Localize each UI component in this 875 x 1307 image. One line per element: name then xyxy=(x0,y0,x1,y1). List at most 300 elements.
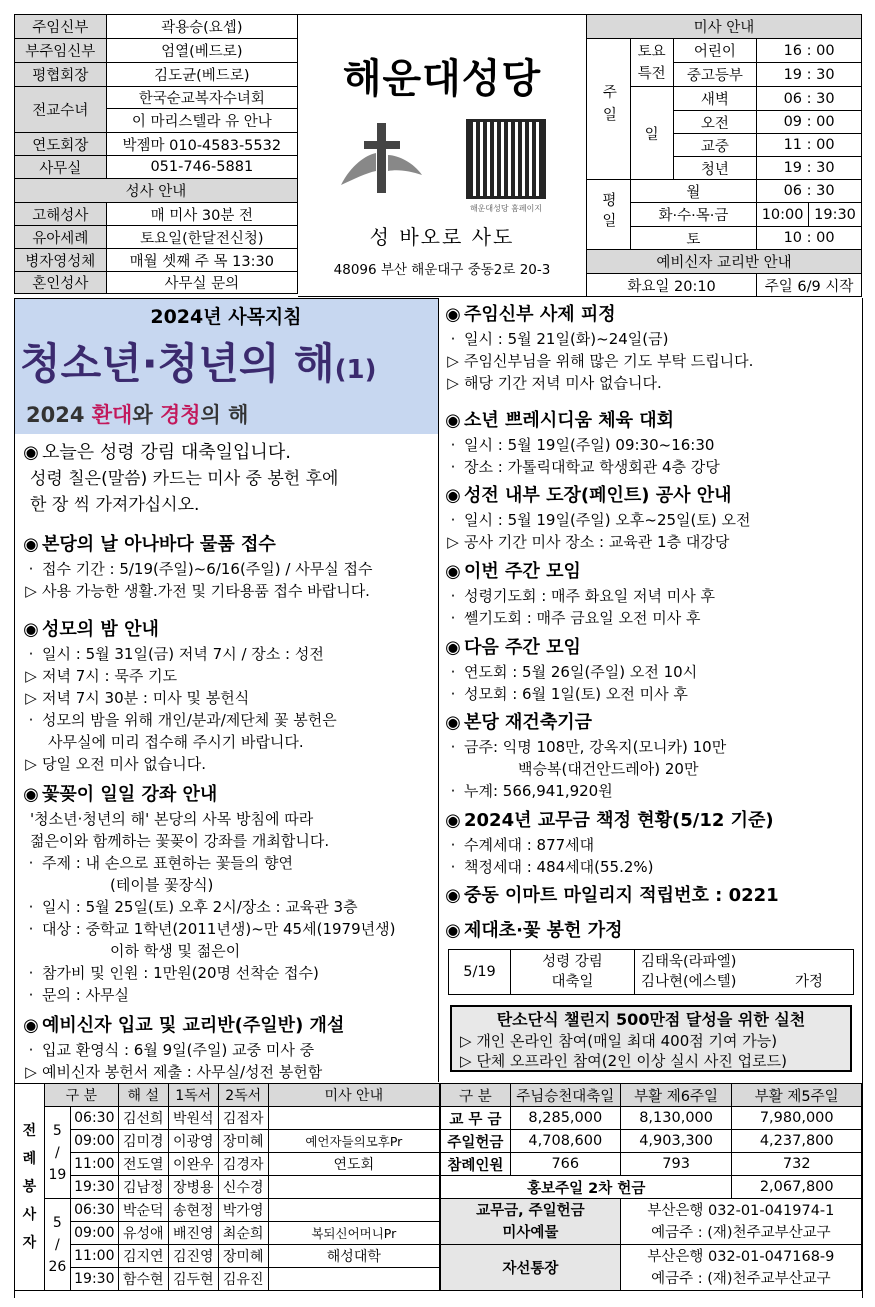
service-cell: 19:30 xyxy=(70,1268,118,1291)
sacrament-value: 토요일(한달전신청) xyxy=(106,226,297,249)
banner-sub-post: 의 해 xyxy=(200,403,249,427)
notice-title xyxy=(442,918,860,944)
notice-title-text: 이번 주간 모임 xyxy=(464,561,581,582)
notice-line: 공사 기간 미사 장소 : 교육관 1층 대강당 xyxy=(464,533,730,551)
finance-label: 교 무 금 xyxy=(441,1107,511,1130)
bullet-icon: ◉ xyxy=(23,619,39,640)
notice-title-text: 성모의 밤 안내 xyxy=(42,619,159,640)
mass-time: 06 : 30 xyxy=(757,87,862,111)
dot-icon: · xyxy=(450,685,456,703)
service-table xyxy=(14,1083,440,1291)
notice-title xyxy=(20,532,436,558)
weekday-time: 19:30 xyxy=(809,203,862,227)
bullet-icon: ◉ xyxy=(23,442,39,463)
date-part: 5 xyxy=(52,1122,62,1139)
occasion-line: 대축일 xyxy=(551,974,594,990)
service-cell: 김경자 xyxy=(218,1153,268,1176)
bank2-label: 자선통장 xyxy=(441,1245,621,1291)
sunday-label xyxy=(587,39,631,180)
notice-line: 일시 : 5월 19일(주일) 오후~25일(토) 오전 xyxy=(464,511,751,529)
banner-sub-a: 환대 xyxy=(91,403,133,427)
service-cell: 유성애 xyxy=(118,1222,168,1245)
finance-cell: 4,903,300 xyxy=(620,1130,732,1153)
triangle-icon: ▷ xyxy=(460,1052,477,1070)
sacrament-value: 매 미사 30분 전 xyxy=(106,203,297,226)
notice-title xyxy=(442,483,860,509)
info-label: 주임신부 xyxy=(15,15,107,39)
offering-occasion xyxy=(511,950,635,995)
column-divider xyxy=(438,298,439,1082)
weekday-time: 10 : 00 xyxy=(757,227,862,250)
bank-account-number: 부산은행 032-01-047168-9 xyxy=(647,1248,835,1265)
bank-account-owner: 예금주 : (재)천주교부산교구 xyxy=(651,1224,831,1241)
sat-label xyxy=(630,39,673,87)
catechumen-title: 예비신자 교리반 안내 xyxy=(587,250,862,274)
carbon-challenge-box xyxy=(450,1005,852,1072)
notice-line: 저녁 7시 : 묵주 기도 xyxy=(42,667,178,685)
mass-time: 19 : 30 xyxy=(757,157,862,180)
notice-title-text: 다음 주간 모임 xyxy=(464,637,581,658)
sun-label: 일 xyxy=(630,87,673,180)
dot-icon: · xyxy=(450,782,456,800)
date-part: 26 xyxy=(48,1258,67,1275)
carbon-line: 개인 온라인 참여(매일 최대 400점 기여 가능) xyxy=(476,1032,778,1050)
service-cell: 김선희 xyxy=(118,1107,168,1130)
mass-day: 교중 xyxy=(673,134,757,157)
bullet-icon: ◉ xyxy=(445,304,461,325)
mass-day: 새벽 xyxy=(673,87,757,111)
bullet-icon: ◉ xyxy=(23,784,39,805)
date-part: 19 xyxy=(48,1166,67,1183)
info-table xyxy=(14,14,298,294)
notice-line: 입교 환영식 : 6월 9일(주일) 교중 미사 중 xyxy=(42,1041,315,1059)
service-cell: 김유진 xyxy=(218,1268,268,1291)
finance-label: 참례인원 xyxy=(441,1153,511,1176)
triangle-icon: ▷ xyxy=(447,374,459,392)
qr-code[interactable] xyxy=(466,119,546,199)
triangle-icon: ▷ xyxy=(25,582,37,600)
triangle-icon: ▷ xyxy=(25,667,37,685)
catechumen-left: 화요일 20:10 xyxy=(587,274,757,297)
notice-title xyxy=(442,559,860,585)
service-cell: 송현정 xyxy=(168,1199,218,1222)
sacrament-label: 병자영성체 xyxy=(15,249,107,272)
banner-sub-b: 경청 xyxy=(159,403,201,427)
notice-line: 참가비 및 인원 : 1만원(20명 선착순 접수) xyxy=(42,964,319,982)
bullet-icon: ◉ xyxy=(445,485,461,506)
notice-line: 당일 오전 미사 없습니다. xyxy=(42,755,206,773)
notice-altar-flowers xyxy=(442,918,860,944)
notice-this-week xyxy=(442,559,860,629)
info-label: 사무실 xyxy=(15,156,107,179)
bullet-icon: ◉ xyxy=(445,712,461,733)
service-cell: 연도회 xyxy=(268,1153,439,1176)
notice-line: 금주: 익명 108만, 강옥지(모니카) 10만 xyxy=(464,738,727,756)
dot-icon: · xyxy=(450,330,456,348)
service-date xyxy=(44,1107,70,1199)
notice-line: 백승복(대건안드레아) 20만 xyxy=(518,760,699,778)
bank-account-number: 부산은행 032-01-041974-1 xyxy=(647,1202,835,1219)
info-value: 한국순교복자수녀회 xyxy=(106,87,297,109)
family-name: 김태욱(라파엘) xyxy=(641,954,737,970)
triangle-icon: ▷ xyxy=(25,755,37,773)
service-cell: 11:00 xyxy=(70,1245,118,1268)
sat-label-text: 토요특전 xyxy=(637,43,666,82)
banner-main xyxy=(20,331,376,391)
service-cell: 09:00 xyxy=(70,1130,118,1153)
bullet-icon: ◉ xyxy=(445,561,461,582)
finance-cell: 4,237,800 xyxy=(732,1130,862,1153)
notice-title-text: 제대초·꽃 봉헌 가정 xyxy=(464,920,623,941)
info-value: 엄열(베드로) xyxy=(106,39,297,63)
sacrament-value: 매월 셋째 주 목 13:30 xyxy=(106,249,297,272)
service-cell: 신수경 xyxy=(218,1176,268,1199)
service-cell: 김점자 xyxy=(218,1107,268,1130)
service-header: 구 분 xyxy=(44,1084,118,1107)
notice-line: 사용 가능한 생활.가전 및 기타용품 접수 바랍니다. xyxy=(42,582,370,600)
notice-line: 예비신자 봉헌서 제출 : 사무실/성전 봉헌함 xyxy=(42,1063,323,1081)
notice-rebuild-fund xyxy=(442,710,860,802)
dot-icon: · xyxy=(28,854,34,872)
side-char: 자 xyxy=(22,1235,37,1251)
sacrament-label: 혼인성사 xyxy=(15,272,107,294)
notice-line: 일시 : 5월 21일(화)~24일(금) xyxy=(464,330,669,348)
notice-title xyxy=(442,883,860,909)
service-cell: 19:30 xyxy=(70,1176,118,1199)
service-cell: 장병용 xyxy=(168,1176,218,1199)
notice-line: 주임신부님을 위해 많은 기도 부탁 드립니다. xyxy=(464,352,754,370)
sacrament-label: 고해성사 xyxy=(15,203,107,226)
bullet-icon: ◉ xyxy=(23,1015,39,1036)
notice-painting xyxy=(442,483,860,553)
service-cell: 해성대학 xyxy=(268,1245,439,1268)
notice-title-text: 중동 이마트 마일리지 적립번호 : 0221 xyxy=(464,885,779,906)
notice-title xyxy=(20,617,436,643)
notice-title-text: 오늘은 성령 강림 대축일입니다. xyxy=(42,442,291,463)
occasion-line: 성령 강림 xyxy=(542,954,603,970)
finance-header: 주님승천대축일 xyxy=(510,1084,620,1107)
service-cell: 06:30 xyxy=(70,1107,118,1130)
service-cell: 예언자들의모후Pr xyxy=(268,1130,439,1153)
bank-account-owner: 예금주 : (재)천주교부산교구 xyxy=(651,1270,831,1287)
notice-title-text: 주임신부 사제 피정 xyxy=(464,304,616,325)
family-name: 김나현(에스텔) xyxy=(641,974,737,990)
sacrament-title: 성사 안내 xyxy=(15,179,298,203)
notice-title xyxy=(20,1013,436,1039)
triangle-icon: ▷ xyxy=(447,352,459,370)
date-part: 5 xyxy=(52,1214,62,1231)
info-label: 전교수녀 xyxy=(15,87,107,133)
info-value: 곽용승(요셉) xyxy=(106,15,297,39)
notice-line: 해당 기간 저녁 미사 없습니다. xyxy=(464,374,662,392)
service-header: 해 설 xyxy=(118,1084,168,1107)
sacrament-label: 유아세례 xyxy=(15,226,107,249)
service-cell: 김진영 xyxy=(168,1245,218,1268)
service-cell xyxy=(268,1176,439,1199)
notice-line: 젊은이와 함께하는 꽃꽂이 강좌를 개최합니다. xyxy=(30,832,330,850)
banner-sub-mid: 와 xyxy=(132,403,160,427)
special-offering-value: 2,067,800 xyxy=(732,1176,862,1199)
service-cell: 전도열 xyxy=(118,1153,168,1176)
notice-line: 성령 칠은(말씀) 카드는 미사 중 봉헌 후에 xyxy=(30,469,339,489)
notice-line: 쎌기도회 : 매주 금요일 오전 미사 후 xyxy=(464,609,701,627)
notice-pentecost xyxy=(20,440,436,518)
notice-line: 일시 : 5월 19일(주일) 09:30~16:30 xyxy=(464,436,715,454)
info-value: 이 마리스텔라 유 안나 xyxy=(106,109,297,133)
notice-line: 성모의 밤을 위해 개인/분과/제단체 꽃 봉헌은 xyxy=(42,711,337,729)
sacrament-value: 사무실 문의 xyxy=(106,272,297,294)
notice-title xyxy=(442,408,860,434)
notice-line: 저녁 7시 30분 : 미사 및 봉헌식 xyxy=(42,689,250,707)
info-label: 평협회장 xyxy=(15,63,107,87)
carbon-line-1 xyxy=(460,1031,842,1051)
finance-cell: 8,285,000 xyxy=(510,1107,620,1130)
notice-title xyxy=(20,440,436,466)
notice-line: 누계: 566,941,920원 xyxy=(464,782,613,800)
side-char: 봉 xyxy=(22,1179,37,1195)
bank-label-line: 교무금, 주일헌금 xyxy=(476,1202,585,1219)
bullet-icon: ◉ xyxy=(445,885,461,906)
notice-line: 이하 학생 및 젊은이 xyxy=(110,942,241,960)
notice-line: 문의 : 사무실 xyxy=(42,986,130,1004)
family-suffix: 가정 xyxy=(794,974,823,990)
weekday-day: 화·수·목·금 xyxy=(630,203,756,227)
notice-flower-class xyxy=(20,782,436,1006)
parish-title: 해운대성당 xyxy=(342,56,542,102)
notice-mary-night xyxy=(20,617,436,775)
dot-icon: · xyxy=(28,964,34,982)
finance-cell: 8,130,000 xyxy=(620,1107,732,1130)
notice-title-text: 소년 쁘레시디움 체육 대회 xyxy=(464,410,675,431)
finance-table xyxy=(440,1083,862,1291)
dot-icon: · xyxy=(28,560,34,578)
catechumen-right: 주일 6/9 시작 xyxy=(757,274,862,297)
altar-flower-table xyxy=(448,949,854,995)
service-cell: 06:30 xyxy=(70,1199,118,1222)
service-cell: 장미혜 xyxy=(218,1130,268,1153)
service-cell: 복되신어머니Pr xyxy=(268,1222,439,1245)
banner-main-text: 청소년·청년의 해 xyxy=(20,339,335,388)
weekday-day: 월 xyxy=(630,180,756,203)
finance-header: 부활 제6주일 xyxy=(620,1084,732,1107)
finance-header: 부활 제5주일 xyxy=(732,1084,862,1107)
triangle-icon: ▷ xyxy=(460,1032,477,1050)
notice-line: 장소 : 가톨릭대학교 학생회관 4층 강당 xyxy=(464,458,720,476)
finance-cell: 7,980,000 xyxy=(732,1107,862,1130)
banner-top: 2024년 사목지침 xyxy=(150,306,302,328)
side-char: 전 xyxy=(22,1123,37,1139)
service-cell: 장미혜 xyxy=(218,1245,268,1268)
notice-anabada xyxy=(20,532,436,602)
notice-title xyxy=(442,302,860,328)
carbon-line-2 xyxy=(460,1051,842,1071)
service-cell: 박원석 xyxy=(168,1107,218,1130)
mass-table xyxy=(586,14,862,297)
banner-sub xyxy=(26,399,248,429)
church-logo xyxy=(336,115,426,205)
offering-family xyxy=(635,950,854,995)
dot-icon: · xyxy=(450,511,456,529)
service-header: 2독서 xyxy=(218,1084,268,1107)
service-cell xyxy=(268,1268,439,1291)
dot-icon: · xyxy=(450,858,456,876)
side-char: 사 xyxy=(22,1207,37,1223)
notice-title-text: 꽃꽂이 일일 강좌 안내 xyxy=(42,784,218,805)
banner-num: (1) xyxy=(334,355,377,385)
mass-time: 11 : 00 xyxy=(757,134,862,157)
right-border xyxy=(862,298,863,1298)
mass-time: 19 : 30 xyxy=(757,63,862,87)
dot-icon: · xyxy=(450,738,456,756)
service-cell: 함수현 xyxy=(118,1268,168,1291)
service-cell: 09:00 xyxy=(70,1222,118,1245)
info-value: 김도균(베드로) xyxy=(106,63,297,87)
notice-title xyxy=(442,808,860,834)
notice-title-text: 예비신자 입교 및 교리반(주일반) 개설 xyxy=(42,1015,345,1036)
info-value: 051-746-5881 xyxy=(106,156,297,179)
notice-line: 성모회 : 6월 1일(토) 오전 미사 후 xyxy=(464,685,688,703)
dot-icon: · xyxy=(28,986,34,1004)
service-cell: 김남정 xyxy=(118,1176,168,1199)
service-date xyxy=(44,1199,70,1291)
bullet-icon: ◉ xyxy=(445,637,461,658)
info-label: 부주임신부 xyxy=(15,39,107,63)
dot-icon: · xyxy=(450,436,456,454)
service-side-label xyxy=(15,1084,45,1291)
carbon-title: 탄소단식 챌린지 500만점 달성을 위한 실천 xyxy=(496,1010,806,1029)
service-header: 미사 안내 xyxy=(268,1084,439,1107)
dot-icon: · xyxy=(28,898,34,916)
finance-cell: 766 xyxy=(510,1153,620,1176)
pastoral-banner xyxy=(14,298,438,434)
bullet-icon: ◉ xyxy=(23,534,39,555)
finance-cell: 4,708,600 xyxy=(510,1130,620,1153)
weekday-time: 10:00 xyxy=(757,203,809,227)
mass-day: 오전 xyxy=(673,111,757,134)
notice-line: 수계세대 : 877세대 xyxy=(464,836,595,854)
parish-address: 48096 부산 해운대구 중동2로 20-3 xyxy=(333,262,551,278)
header-center xyxy=(298,14,586,297)
triangle-icon: ▷ xyxy=(25,689,37,707)
triangle-icon: ▷ xyxy=(447,533,459,551)
dot-icon: · xyxy=(28,711,34,729)
carbon-line: 단체 오프라인 참여(2인 이상 실시 사진 업로드) xyxy=(476,1052,787,1070)
notice-tithe-status xyxy=(442,808,860,878)
date-part: / xyxy=(54,1236,60,1253)
bank1-account xyxy=(620,1199,861,1245)
mass-day: 어린이 xyxy=(673,39,757,63)
notice-line: 대상 : 중학교 1학년(2011년생)~만 45세(1979년생) xyxy=(42,920,396,938)
dot-icon: · xyxy=(28,920,34,938)
notice-line: 사무실에 미리 접수해 주시기 바랍니다. xyxy=(48,733,304,751)
notice-title xyxy=(442,635,860,661)
banner-sub-pre: 2024 xyxy=(26,403,92,427)
notice-next-week xyxy=(442,635,860,705)
weekday-label xyxy=(587,180,631,250)
dot-icon: · xyxy=(450,836,456,854)
dot-icon: · xyxy=(28,645,34,663)
bank1-label xyxy=(441,1199,621,1245)
service-cell: 이광영 xyxy=(168,1130,218,1153)
notice-line: (테이블 꽃장식) xyxy=(110,876,214,894)
notice-line: 일시 : 5월 25일(토) 오후 2시/장소 : 교육관 3층 xyxy=(42,898,358,916)
notice-title-text: 본당 재건축기금 xyxy=(464,712,592,733)
service-cell: 11:00 xyxy=(70,1153,118,1176)
mass-time: 16 : 00 xyxy=(757,39,862,63)
service-cell: 배진영 xyxy=(168,1222,218,1245)
bullet-icon: ◉ xyxy=(445,810,461,831)
service-cell: 김두현 xyxy=(168,1268,218,1291)
finance-header: 구 분 xyxy=(441,1084,511,1107)
notice-line: 책정세대 : 484세대(55.2%) xyxy=(464,858,654,876)
notice-line: 한 장 씩 가져가십시오. xyxy=(30,495,200,515)
notice-line: 성령기도회 : 매주 화요일 저녁 미사 후 xyxy=(464,587,716,605)
mass-day: 중고등부 xyxy=(673,63,757,87)
dot-icon: · xyxy=(450,663,456,681)
offering-date: 5/19 xyxy=(449,950,511,995)
finance-cell: 793 xyxy=(620,1153,732,1176)
service-header: 1독서 xyxy=(168,1084,218,1107)
qr-caption: 해운대성당 홈페이지 xyxy=(469,204,543,213)
weekday-day: 토 xyxy=(630,227,756,250)
side-char: 례 xyxy=(22,1151,37,1167)
notice-title xyxy=(442,710,860,736)
notice-line: 접수 기간 : 5/19(주일)~6/16(주일) / 사무실 접수 xyxy=(42,560,373,578)
service-cell: 김미경 xyxy=(118,1130,168,1153)
bank2-account xyxy=(620,1245,861,1291)
mass-title: 미사 안내 xyxy=(587,15,862,39)
notice-line: '청소년·청년의 해' 본당의 사목 방침에 따라 xyxy=(30,810,314,828)
sunday-label-text: 주일 xyxy=(600,83,617,129)
notice-catechumen xyxy=(20,1013,436,1083)
date-part: / xyxy=(54,1144,60,1161)
notice-line: 일시 : 5월 31일(금) 저녁 7시 / 장소 : 성전 xyxy=(42,645,324,663)
info-value: 박젬마 010-4583-5532 xyxy=(106,133,297,156)
dot-icon: · xyxy=(28,1041,34,1059)
triangle-icon: ▷ xyxy=(25,1063,37,1081)
notice-line: 주제 : 내 손으로 표현하는 꽃들의 향연 xyxy=(42,854,294,872)
notice-sports xyxy=(442,408,860,478)
service-cell: 박가영 xyxy=(218,1199,268,1222)
service-cell: 김지연 xyxy=(118,1245,168,1268)
service-cell xyxy=(268,1107,439,1130)
service-cell xyxy=(268,1199,439,1222)
finance-label: 주일헌금 xyxy=(441,1130,511,1153)
weekday-label-text: 평일 xyxy=(599,192,616,233)
service-cell: 박순덕 xyxy=(118,1199,168,1222)
mass-time: 09 : 00 xyxy=(757,111,862,134)
notice-emart xyxy=(442,883,860,909)
notice-title-text: 본당의 날 아나바다 물품 접수 xyxy=(42,534,276,555)
info-label: 연도회장 xyxy=(15,133,107,156)
notice-title-text: 2024년 교무금 책정 현황(5/12 기준) xyxy=(464,810,774,831)
service-cell: 이완우 xyxy=(168,1153,218,1176)
dot-icon: · xyxy=(450,587,456,605)
mass-day: 청년 xyxy=(673,157,757,180)
notice-line: 연도회 : 5월 26일(주일) 오전 10시 xyxy=(464,663,698,681)
notice-title xyxy=(20,782,436,808)
bank-label-line: 미사예물 xyxy=(502,1224,559,1241)
service-cell: 최순희 xyxy=(218,1222,268,1245)
notice-title-text: 성전 내부 도장(페인트) 공사 안내 xyxy=(464,485,732,506)
special-offering-label: 홍보주일 2차 헌금 xyxy=(441,1176,732,1199)
dot-icon: · xyxy=(450,458,456,476)
notice-retreat xyxy=(442,302,860,394)
patron-saint: 성 바오로 사도 xyxy=(369,225,515,249)
dot-icon: · xyxy=(450,609,456,627)
bullet-icon: ◉ xyxy=(445,920,461,941)
weekday-time: 06 : 30 xyxy=(757,180,862,203)
